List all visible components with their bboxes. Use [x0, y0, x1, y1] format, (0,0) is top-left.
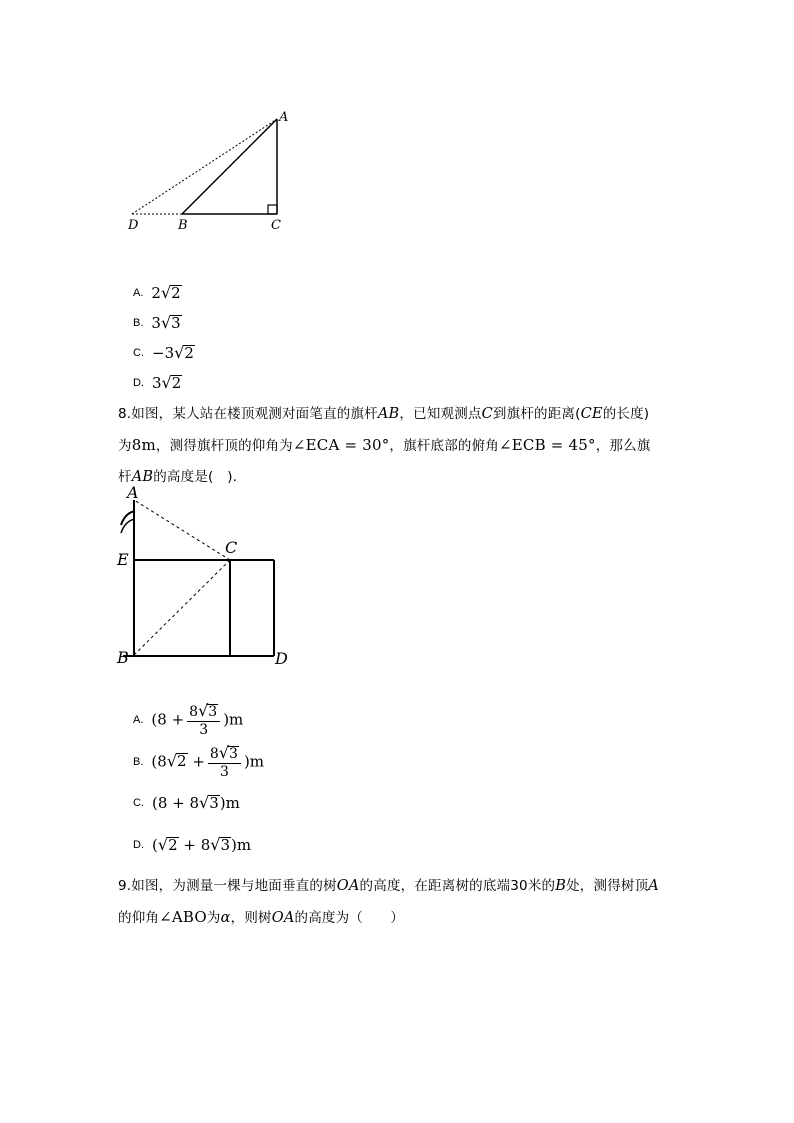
question-8-text [118, 399, 688, 493]
fraction: $\frac{8√3}{3}$ [187, 702, 220, 739]
option-letter: B. [133, 317, 144, 329]
segment-da-dotted [132, 119, 277, 214]
label-a: A [279, 110, 289, 125]
option-letter: A. [133, 287, 144, 299]
sightline-ca [134, 500, 230, 560]
option-value: 2√2 [151, 283, 181, 302]
option-value: 3√2 [152, 373, 182, 392]
question-9-text [118, 871, 688, 934]
label-c: C [225, 538, 238, 557]
option-letter: D. [133, 839, 144, 851]
option-d[interactable] [133, 373, 182, 393]
option-b[interactable] [133, 742, 264, 782]
question-8-line-3: 杆AB的高度是( ). [118, 469, 238, 485]
option-a[interactable] [133, 283, 182, 303]
question-9-line-2: 的仰角∠ABO为α，则树OA的高度为（ ） [118, 908, 405, 926]
right-angle-marker [268, 205, 277, 214]
label-b: B [117, 648, 129, 667]
option-value: (8 + $\frac{8√3}{3}$ )m [151, 700, 244, 738]
triangle-figure-1 [120, 105, 300, 235]
label-a: A [127, 485, 139, 502]
label-e: E [117, 550, 129, 569]
label-b: B [178, 218, 188, 233]
question-9-line-1: 9.如图，为测量一棵与地面垂直的树OA的高度，在距离树的底端30米的B处，测得树顶A [118, 878, 659, 894]
option-letter: C. [133, 347, 144, 359]
question-8-line-1: 8.如图，某人站在楼顶观测对面笔直的旗杆AB，已知观测点C到旗杆的距离(CE的长度) [118, 406, 650, 422]
option-b[interactable] [133, 313, 182, 333]
option-letter: B. [133, 756, 144, 768]
segment-ba [182, 119, 277, 214]
flagpole-building-figure [115, 485, 305, 670]
option-value: (8√2 + $\frac{8√3}{3}$ )m [151, 742, 265, 780]
label-d: D [275, 649, 288, 668]
label-c: C [271, 218, 281, 233]
question-8-line-2: 为8m，测得旗杆顶的仰角为∠ECA = 30°，旗杆底部的俯角∠ECB = 45°，那么旗 [118, 436, 651, 454]
sightline-cb [134, 560, 230, 655]
option-value: 3√3 [151, 313, 181, 332]
option-value: −3√2 [152, 343, 194, 362]
option-d[interactable] [133, 835, 251, 855]
option-c[interactable] [133, 793, 240, 813]
option-letter: A. [133, 714, 144, 726]
option-value: (8 + 8√3)m [152, 793, 240, 812]
label-d: D [128, 218, 139, 233]
option-letter: C. [133, 797, 144, 809]
option-c[interactable] [133, 343, 195, 363]
fraction: $\frac{8√3}{3}$ [208, 744, 241, 781]
option-value: (√2 + 8√3)m [152, 835, 252, 854]
option-letter: D. [133, 377, 144, 389]
option-a[interactable] [133, 700, 243, 740]
